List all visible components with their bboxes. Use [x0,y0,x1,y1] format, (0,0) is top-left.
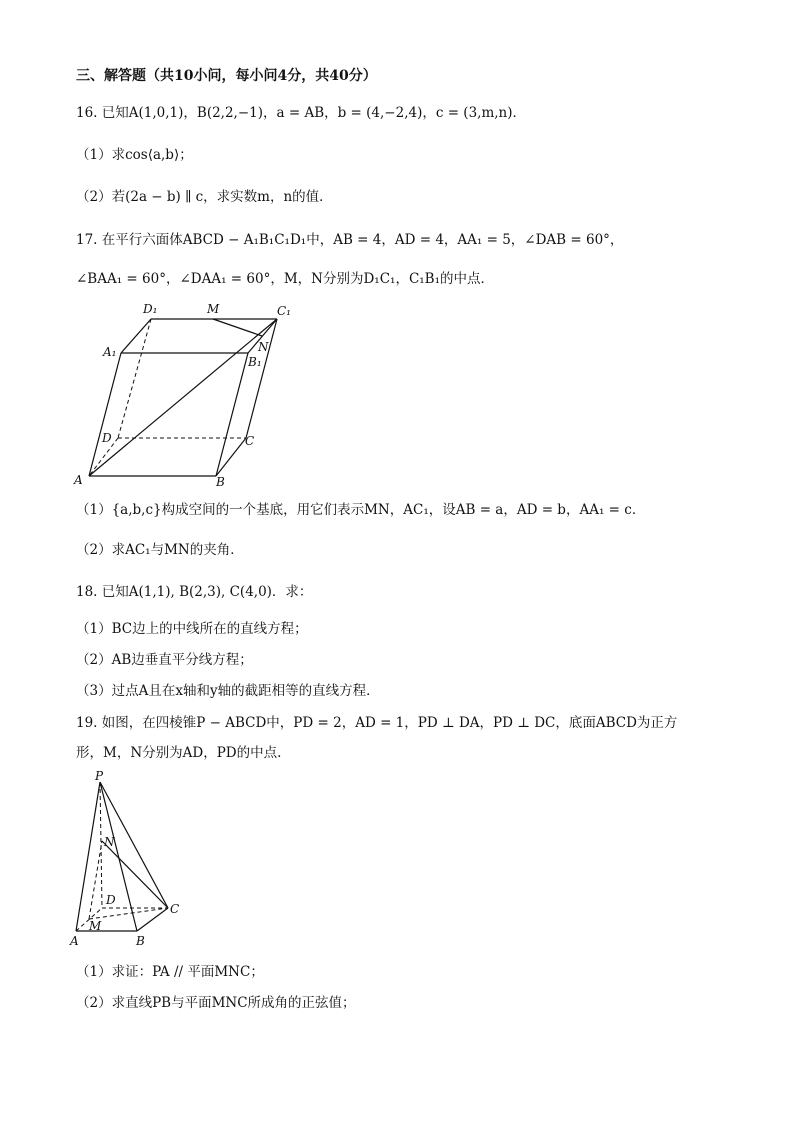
q16-part2: （2）若(2a − b) ∥ c，求实数m，n的值． [76,189,333,205]
label-D: D [106,893,116,907]
pyramid-figure [66,768,196,954]
q19-stem-line2: 形，M，N分别为AD，PD的中点. [76,745,282,761]
label-B: B [216,475,225,489]
q16-stem: 16. 已知A(1,0,1)，B(2,2,−1)，a = AB，b = (4,−2,4)，c = (3,m,n)． [76,105,527,121]
label-P: P [95,769,104,783]
label-D1: D₁ [143,302,158,316]
label-A: A [74,473,83,487]
label-C: C [170,902,180,916]
q17-part1: （1）{a,b,c}构成空间的一个基底，用它们表示MN，AC₁，设AB = a，AD = b，AA₁ = c． [76,502,646,518]
q19-part2: （2）求直线PB与平面MNC所成角的正弦值； [76,995,356,1011]
label-A: A [70,934,79,948]
q16-part1: （1）求cos⟨a,b⟩； [76,147,193,163]
label-A1: A₁ [103,345,117,359]
q17-stem-line2: ∠BAA₁ = 60°，∠DAA₁ = 60°，M，N分别为D₁C₁，C₁B₁的中点． [76,271,495,287]
q19-part1: （1）求证：PA // 平面MNC； [76,964,264,980]
label-B1: B₁ [248,355,262,369]
q18-part2: （2）AB边垂直平分线方程； [76,652,253,668]
section-title: 三、解答题（共10小问，每小问4分，共40分） [76,68,377,84]
label-M: M [89,919,102,933]
parallelepiped-figure [70,296,300,492]
label-C: C [245,434,255,448]
label-N: N [104,835,115,849]
q17-part2: （2）求AC₁与MN的夹角． [76,542,244,558]
q18-stem: 18. 已知A(1,1), B(2,3), C(4,0)．求： [76,584,313,600]
label-D: D [102,431,112,445]
label-B: B [136,934,145,948]
label-C1: C₁ [277,304,291,318]
q18-part1: （1）BC边上的中线所在的直线方程； [76,621,308,637]
q19-stem-line1: 19. 如图，在四棱锥P − ABCD中，PD = 2，AD = 1，PD ⊥ DA，PD ⊥ DC，底面ABCD为正方 [76,715,678,731]
q17-stem-line1: 17. 在平行六面体ABCD − A₁B₁C₁D₁中，AB = 4，AD = 4，AA₁ = 5，∠DAB = 60°， [76,232,624,248]
q18-part3: （3）过点A且在x轴和y轴的截距相等的直线方程． [76,683,380,699]
label-N: N [258,340,269,354]
label-M: M [207,302,220,316]
